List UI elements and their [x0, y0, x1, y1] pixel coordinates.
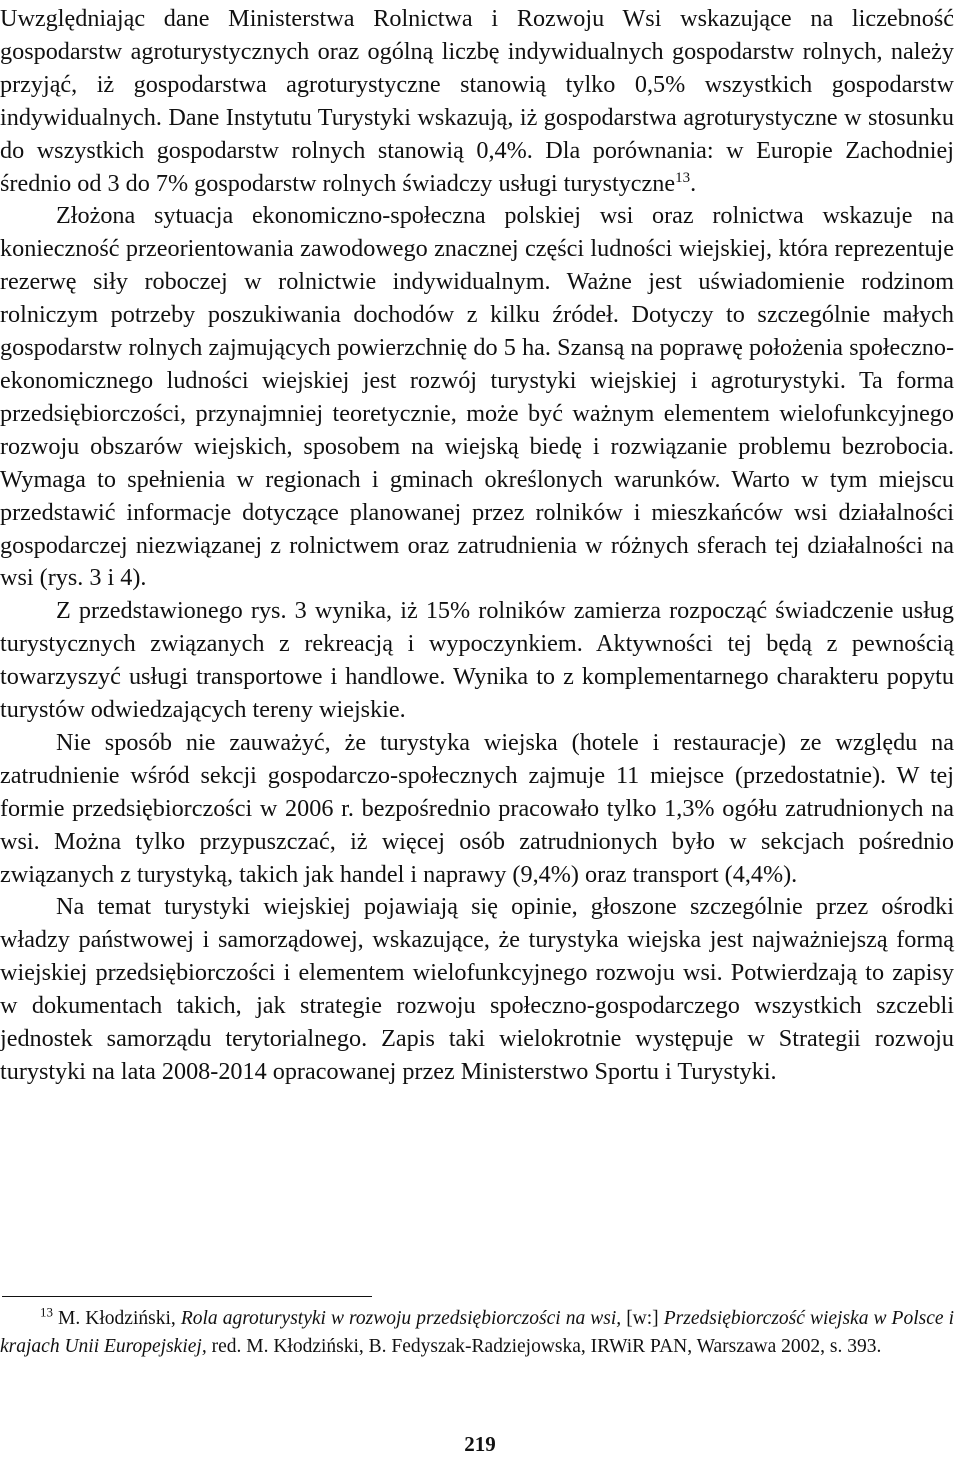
page-number: 219 — [464, 1432, 496, 1456]
footnote-book-title: Przedsiębiorczość wiejska w Polsce i krajach Unii Europejskiej, — [0, 1308, 954, 1357]
footnote-publication-details: red. M. Kłodziński, B. Fedyszak-Radziejowska, IRWiR PAN, Warszawa 2002, s. 393. — [211, 1336, 882, 1357]
paragraph-4: Na temat turystyki wiejskiej pojawiają się opinie, głoszone szczególnie przez ośrodki władzy państwowej i samorządowej, wskazujące, że turystyka wiejska jest najważniejszą formą wiejskiej przedsiębiorczości i elementem wielofunkcyjnego rozwoju wsi. Potwierdzają to zapisy w dokumentach takich, jak strategie rozwoju społeczno-gospodarczego wszystkich szczebli jednostek samorządu terytorialnego. Zapis taki wielokrotnie występuje w Strategii rozwoju turystyki na lata 2008-2014 opracowanej przez Ministerstwo Sportu i Turystyki. — [0, 893, 954, 1085]
paragraph-1-text: Uwzględniając dane Ministerstwa Rolnictwa i Rozwoju Wsi wskazujące na liczebność gospodarstw agroturystycznych oraz ogólną liczbę indywidualnych gospodarstw rolnych, należy przyjąć, iż gospodarstwa agroturystyczne stanowią tylko 0,5% wszystkich gospodarstw indywidualnych. Dane Instytutu Turystyki wskazują, iż gospodarstwa agroturystyczne w stosunku do wszystkich gospodarstw rolnych stanowią 0,4%. Dla porównania: w Europie Zachodniej średnio od 3 do 7% gospodarstw rolnych świadczy usługi turystyczne — [0, 5, 954, 197]
footnote-author: M. Kłodziński, — [58, 1308, 176, 1329]
paragraph-3: Nie sposób nie zauważyć, że turystyka wiejska (hotele i restauracje) ze względu na zatrudnienie wśród sekcji gospodarczo-społecznych zajmuje 11 miejsce (przedostatnie). W tej formie przedsiębiorczości w 2006 r. bezpośrednio pracowało tylko 1,3% ogółu zatrudnionych na wsi. Można tylko przypuszczać, iż więcej osób zatrudnionych było w sekcjach pośrednio związanych z turystyką, takich jak handel i naprawy (9,4%) oraz transport (4,4%). — [0, 728, 954, 888]
footnote — [0, 1305, 954, 1361]
footnote-reference: 13 — [675, 169, 691, 186]
footnote-in-marker: [w:] — [626, 1308, 659, 1329]
main-text — [0, 3, 954, 1089]
paragraph-1 — [0, 3, 954, 200]
paragraph-1-continued: Złożona sytuacja ekonomiczno-społeczna polskiej wsi oraz rolnictwa wskazuje na konieczność przeorientowania zawodowego znacznej części ludności wiejskiej, która reprezentuje rezerwę siły roboczej w rolnictwie indywidualnym. Ważne jest uświadomienie rodzinom rolniczym potrzeby poszukiwania dochodów z kilku źródeł. Dotyczy to szczególnie małych gospodarstw rolnych zajmujących powierzchnię do 5 ha. Szansą na poprawę położenia społeczno-ekonomicznego ludności wiejskiej jest rozwój turystyki wiejskiej i agroturystyki. Ta forma przedsiębiorczości, przynajmniej teoretycznie, może być ważnym elementem wielofunkcyjnego rozwoju obszarów wiejskich, sposobem na wiejską biedę i rozwiązanie problemu bezrobocia. Wymaga to spełnienia w regionach i gminach określonych warunków. Warto w tym miejscu przedstawić informacje dotyczące planowanej przez rolników i mieszkańców wsi działalności gospodarczej niezwiązanej z rolnictwem oraz zatrudnienia w różnych sferach tej działalności na wsi (rys. 3 i 4). — [0, 202, 954, 592]
paragraph-2: Z przedstawionego rys. 3 wynika, iż 15% rolników zamierza rozpocząć świadczenie usług turystycznych związanych z rekreacją i wypoczynkiem. Aktywności tej będą z pewnością towarzyszyć usługi transportowe i handlowe. Wynika to z komplementarnego charakteru popytu turystów odwiedzających tereny wiejskie. — [0, 597, 954, 724]
footnote-article-title: Rola agroturystyki w rozwoju przedsiębiorczości na wsi, — [180, 1308, 622, 1329]
footnote-number: 13 — [40, 1304, 53, 1320]
footnote-separator — [2, 1296, 372, 1297]
paragraph-1-period: . — [690, 169, 697, 197]
